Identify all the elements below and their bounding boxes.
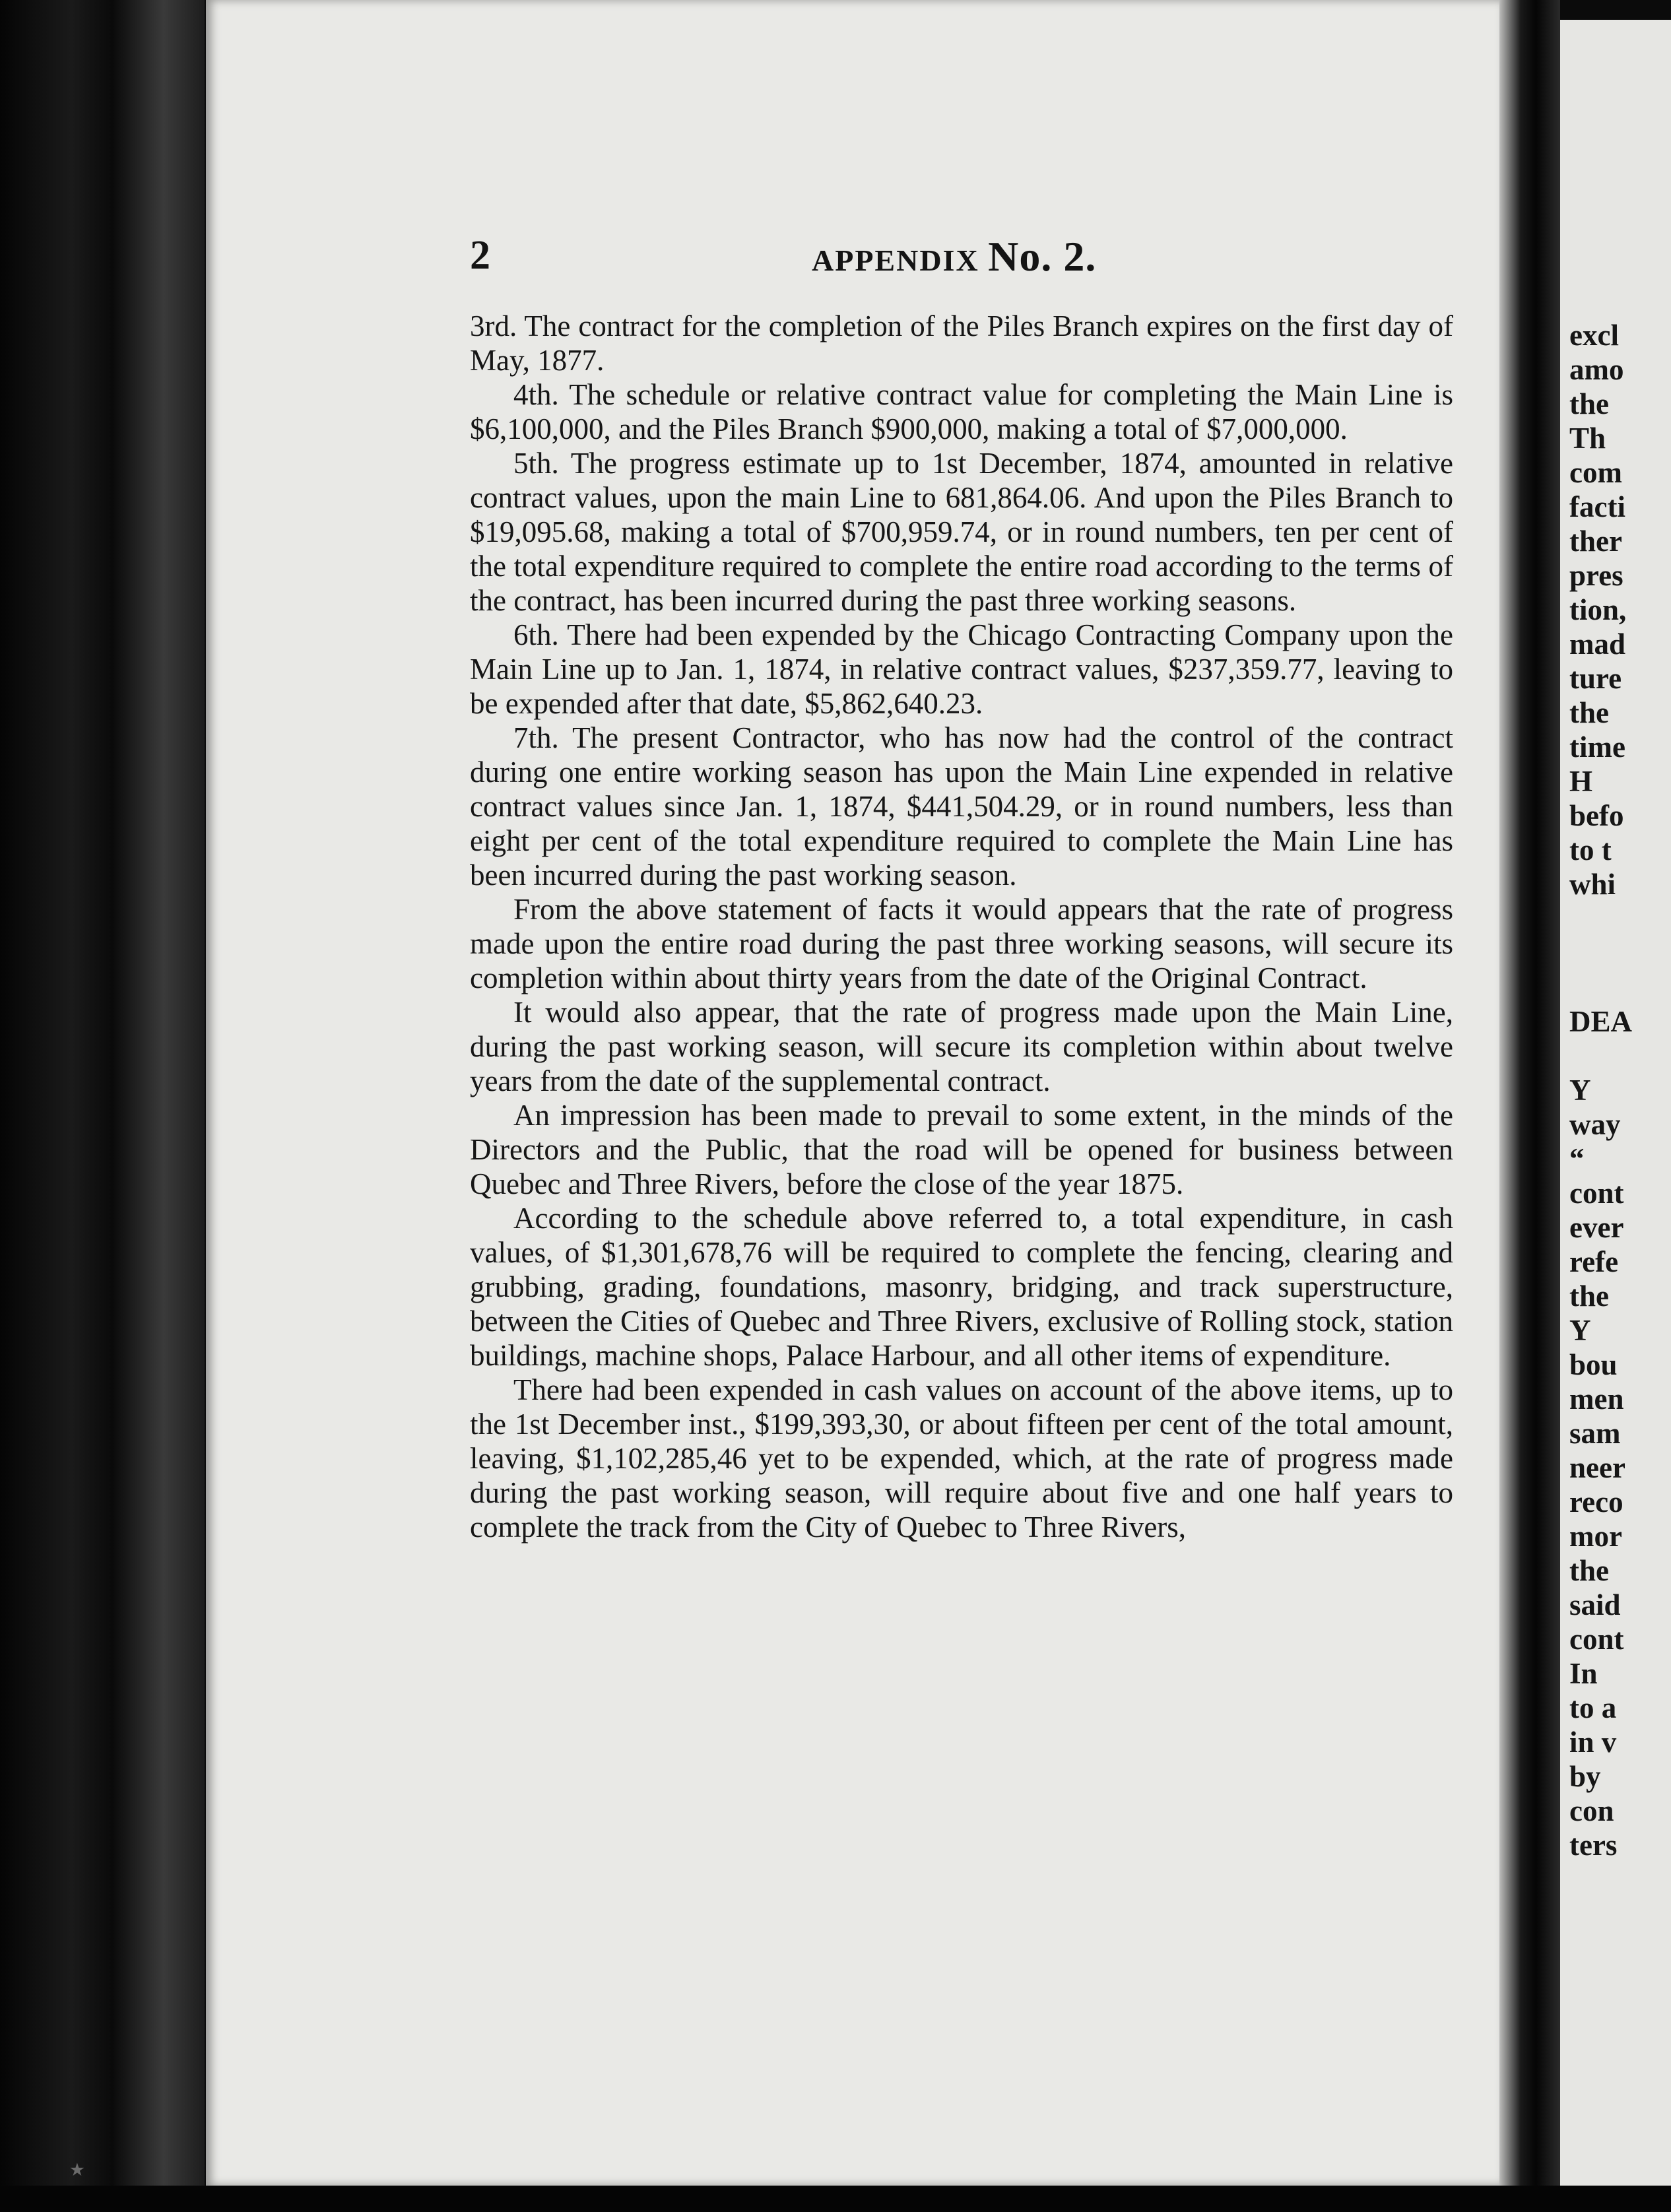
- facing-line: tion,: [1569, 593, 1627, 626]
- facing-line: time: [1569, 731, 1625, 764]
- facing-line: by: [1569, 1760, 1601, 1793]
- body-text: [470, 309, 1453, 1544]
- facing-line: Th: [1569, 422, 1606, 455]
- facing-line: Y: [1569, 1074, 1591, 1107]
- running-head: [812, 232, 1096, 281]
- facing-page-fragments: [1569, 318, 1671, 1862]
- running-head-suffix: No. 2.: [988, 233, 1097, 280]
- facing-line: neer: [1569, 1451, 1625, 1484]
- facing-page: [1560, 20, 1671, 2186]
- facing-line: said: [1569, 1588, 1621, 1621]
- facing-line: mor: [1569, 1520, 1622, 1553]
- facing-line: excl: [1569, 319, 1619, 352]
- page-number: 2: [470, 233, 490, 278]
- facing-line: ture: [1569, 662, 1622, 695]
- facing-line: ever: [1569, 1211, 1624, 1244]
- facing-line: mad: [1569, 628, 1626, 661]
- facing-line: reco: [1569, 1485, 1623, 1518]
- facing-line: ters: [1569, 1829, 1618, 1862]
- paragraph: 7th. The present Contractor, who has now had the control of the contract during one entire working season has upon the Main Line expended in relative contract values since Jan. 1, 1874, $441,504.29, or in round numbers, less than eight per cent of the total expenditure required to complete the Main Line has been incurred during the past working season.: [470, 721, 1453, 892]
- paragraph: According to the schedule above referred to, a total expenditure, in cash values, of $1,301,678,76 will be required to complete the fencing, clearing and grubbing, grading, foundations, masonry, bridging, and track superstructure, between the Cities of Quebec and Three Rivers, exclusive of Rolling stock, station buildings, machine shops, Palace Harbour, and all other items of expenditure.: [470, 1202, 1453, 1372]
- facing-line: In: [1569, 1657, 1598, 1690]
- facing-line: whi: [1569, 868, 1616, 901]
- page-gutter: [1499, 0, 1560, 2186]
- facing-line: H: [1569, 765, 1593, 798]
- facing-line: to t: [1569, 833, 1612, 866]
- facing-line: the: [1569, 1554, 1609, 1587]
- paragraph: 6th. There had been expended by the Chicago Contracting Company upon the Main Line up to Jan. 1, 1874, in relative contract values, $237,359.77, leaving to be expended after that date, $5,862,640.23.: [470, 618, 1453, 720]
- facing-line: men: [1569, 1382, 1624, 1415]
- scanner-bottom-edge: [0, 2186, 1671, 2212]
- paragraph: An impression has been made to prevail to some extent, in the minds of the Directors and the Public, that the road will be opened for business between Quebec and Three Rivers, before the close of the year 1875.: [470, 1099, 1453, 1200]
- facing-line: refe: [1569, 1245, 1619, 1278]
- paragraph: 3rd. The contract for the completion of the Piles Branch expires on the first day of May, 1877.: [470, 309, 1453, 377]
- facing-line: to a: [1569, 1691, 1617, 1724]
- paragraph: 5th. The progress estimate up to 1st December, 1874, amounted in relative contract values, upon the main Line to 681,864.06. And upon the Piles Branch to $19,095.68, making a total of $700,959.74, or in round numbers, ten per cent of the total expenditure required to complete the entire road according to the terms of the contract, has been incurred during the past three working seasons.: [470, 447, 1453, 617]
- facing-line: the: [1569, 387, 1609, 420]
- paragraph: It would also appear, that the rate of progress made upon the Main Line, during the past working season, will secure its completion within about twelve years from the date of the supplemental contract.: [470, 996, 1453, 1097]
- facing-line: the: [1569, 1280, 1609, 1313]
- facing-line: facti: [1569, 490, 1625, 523]
- facing-line: ther: [1569, 525, 1622, 558]
- facing-line: in v: [1569, 1726, 1617, 1759]
- paragraph: From the above statement of facts it would appears that the rate of progress made upon the entire road during the past three working seasons, will secure its completion within about thirty years from the date of the Original Contract.: [470, 893, 1453, 994]
- facing-line: cont: [1569, 1177, 1624, 1210]
- facing-line: “: [1569, 1142, 1585, 1175]
- facing-line: Y: [1569, 1314, 1591, 1347]
- facing-line: cont: [1569, 1623, 1624, 1656]
- book-binding-edge: [0, 0, 205, 2212]
- facing-line: pres: [1569, 559, 1623, 592]
- running-head-prefix: APPENDIX: [812, 244, 979, 277]
- facing-line: way: [1569, 1108, 1621, 1141]
- facing-line: sam: [1569, 1417, 1621, 1450]
- facing-line: com: [1569, 456, 1622, 489]
- page-header: [470, 232, 1447, 292]
- facing-line: bou: [1569, 1348, 1618, 1381]
- facing-line: DEA: [1569, 1005, 1633, 1038]
- paragraph: There had been expended in cash values on account of the above items, up to the 1st December inst., $199,393,30, or about fifteen per cent of the total amount, leaving, $1,102,285,46 yet to be expended, which, at the rate of progress made during the past working season, will require about five and one half years to complete the track from the City of Quebec to Three Rivers,: [470, 1373, 1453, 1544]
- corner-mark-glyph: ⋆: [66, 2149, 88, 2189]
- paragraph: 4th. The schedule or relative contract value for completing the Main Line is $6,100,000, and the Piles Branch $900,000, making a total of $7,000,000.: [470, 378, 1453, 445]
- facing-line: amo: [1569, 353, 1624, 386]
- facing-line: befo: [1569, 799, 1624, 832]
- facing-line: con: [1569, 1794, 1614, 1827]
- facing-line: the: [1569, 696, 1609, 729]
